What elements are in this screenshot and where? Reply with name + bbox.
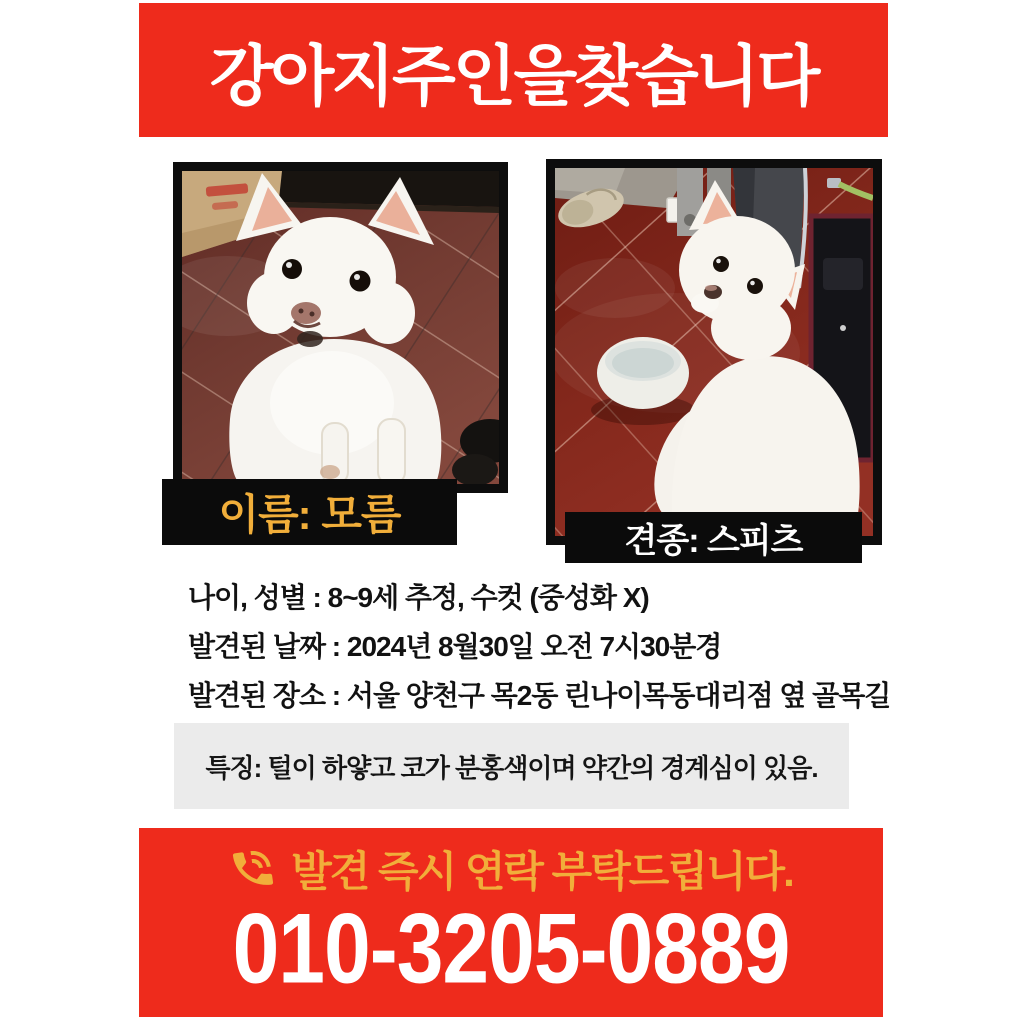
header-banner xyxy=(139,3,888,137)
poster-title: 강아지주인을찾습니다 xyxy=(209,38,818,113)
dog-photo-rear xyxy=(555,168,873,536)
name-label-text: 이름: 모름 xyxy=(218,491,401,538)
details-section xyxy=(188,571,891,718)
feature-note-text: 특징: 털이 하얗고 코가 분홍색이며 약간의 경계심이 있음. xyxy=(205,752,818,783)
detail-line-found-date: 발견된 날짜 : 2024년 8월30일 오전 7시30분경 xyxy=(188,630,722,662)
detail-line-found-place: 발견된 장소 : 서울 양천구 목2동 린나이목동대리점 옆 골목길 xyxy=(188,679,891,711)
phone-number: 010-3205-0889 xyxy=(232,893,790,1004)
dog-photo-front xyxy=(182,171,499,484)
dog-photo-front-frame xyxy=(173,162,508,493)
name-label xyxy=(162,479,457,545)
feature-note-box xyxy=(174,723,849,809)
footer-banner xyxy=(139,828,883,1017)
detail-line-age-sex: 나이, 성별 : 8~9세 추정, 수컷 (중성화 X) xyxy=(188,581,649,613)
dog-photo-rear-frame xyxy=(546,159,882,545)
phone-call-icon xyxy=(226,842,280,896)
contact-cta-text: 발견 즉시 연락 부탁드립니다. xyxy=(291,848,793,895)
contact-cta-row xyxy=(229,840,793,898)
breed-label-text: 견종: 스피츠 xyxy=(624,522,803,560)
breed-label xyxy=(565,512,862,563)
